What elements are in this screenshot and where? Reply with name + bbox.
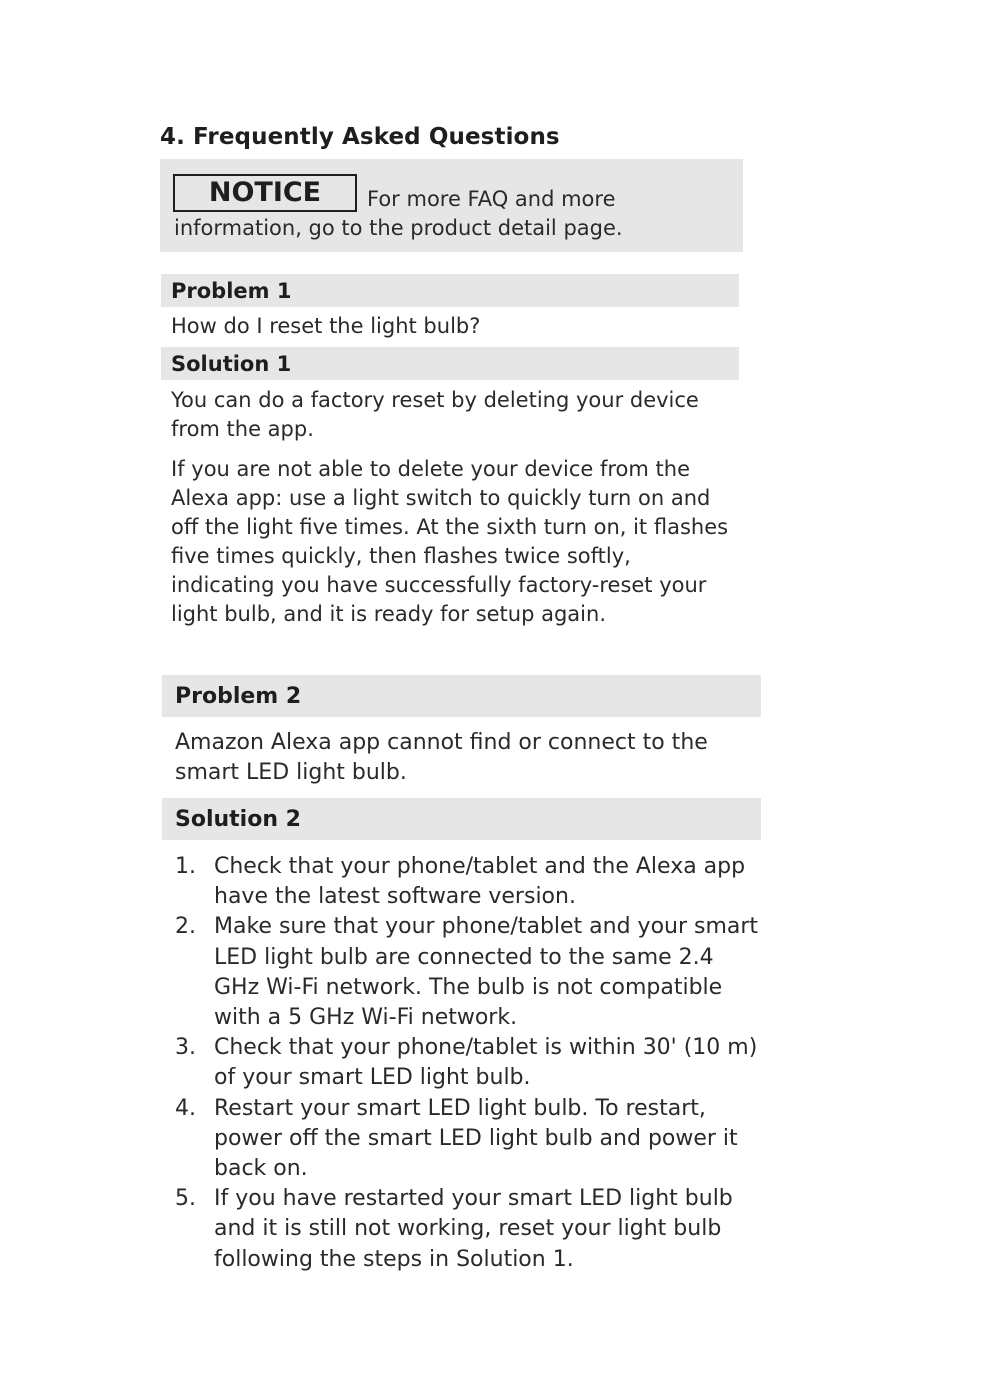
step-number: 5. [175, 1186, 196, 1212]
step-number: 2. [175, 914, 196, 940]
step-text: Make sure that your phone/tablet and your smart LED light bulb are connected to the same 2.4 GHz Wi-Fi network. The bulb is not compatible with a 5 GHz Wi-Fi network. [214, 914, 759, 1031]
problem-2-header: Problem 2 [162, 675, 761, 717]
solution-2-step [175, 912, 760, 1033]
notice-text-line1: For more FAQ and more [367, 187, 616, 211]
notice-text-line2: information, go to the product detail page. [174, 216, 623, 240]
solution-2-header: Solution 2 [162, 798, 761, 840]
solution-2-step [175, 1033, 760, 1093]
solution-2-step [175, 1184, 760, 1275]
problem-1-question: How do I reset the light bulb? [171, 314, 481, 338]
step-number: 3. [175, 1035, 196, 1061]
step-text: Restart your smart LED light bulb. To restart, power off the smart LED light bulb and power it back on. [214, 1095, 738, 1182]
step-text: Check that your phone/tablet is within 30' (10 m) of your smart LED light bulb. [214, 1035, 758, 1091]
problem-2-question: Amazon Alexa app cannot find or connect to the smart LED light bulb. [175, 730, 708, 785]
notice-label: NOTICE [173, 174, 357, 212]
problem-1-header: Problem 1 [161, 274, 739, 307]
step-text: If you have restarted your smart LED light bulb and it is still not working, reset your light bulb following the steps in Solution 1. [214, 1186, 733, 1272]
step-number: 4. [175, 1095, 196, 1121]
page-title: 4. Frequently Asked Questions [160, 124, 560, 150]
solution-1-paragraph-2: If you are not able to delete your device from the Alexa app: use a light switch to quickly turn on and off the light five times. At the sixth turn on, it flashes five times quickly, then flashes twice softly, indicating you have successfully factory-reset your light bulb, and it is ready for setup again. [171, 457, 729, 626]
solution-2-step [175, 1094, 760, 1185]
solution-1-header: Solution 1 [161, 347, 739, 380]
solution-2-step [175, 852, 760, 912]
solution-2-steps [175, 852, 760, 1275]
step-number: 1. [175, 854, 196, 879]
notice-box [160, 159, 743, 252]
solution-1-paragraph-1: You can do a factory reset by deleting your device from the app. [171, 388, 699, 441]
step-text: Check that your phone/tablet and the Alexa app have the latest software version. [214, 854, 746, 910]
